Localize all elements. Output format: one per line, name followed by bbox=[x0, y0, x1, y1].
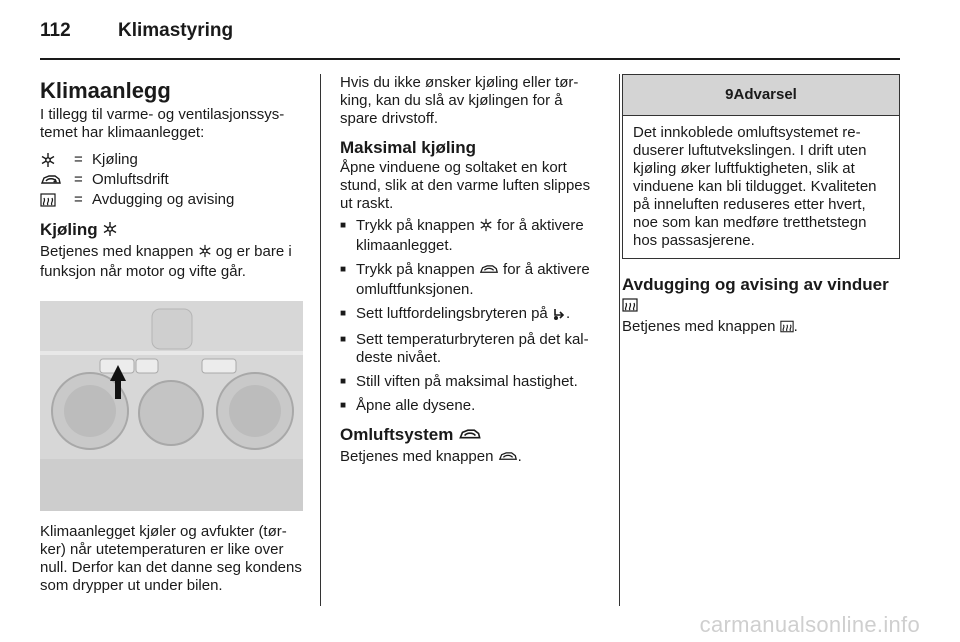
defrost-text: Betjenes med knappen . bbox=[622, 318, 900, 338]
subsection-heading-max-cooling: Maksimal kjøling bbox=[340, 138, 477, 157]
cooling-text: Betjenes med knappen og er bare i funksjon når motor og vifte går. bbox=[40, 243, 292, 280]
snowflake-icon bbox=[102, 221, 118, 242]
legend-row-recirculation bbox=[40, 170, 304, 190]
warning-title: Advarsel bbox=[733, 86, 797, 103]
warning-box bbox=[622, 74, 900, 259]
warning-header bbox=[623, 75, 899, 116]
header-rule bbox=[40, 58, 900, 60]
legend-label: Avdugging og avising bbox=[92, 191, 235, 208]
legend-equals: = bbox=[74, 151, 83, 168]
subsection-heading-cooling: Kjøling bbox=[40, 220, 304, 242]
intro-text: Hvis du ikke ønsker kjøling eller tørking, kan du slå av kjølingen for å spare drivstoff. bbox=[340, 74, 579, 127]
instruction-list bbox=[340, 217, 604, 415]
legend-equals: = bbox=[74, 191, 83, 208]
subsection-heading-defrost: Avdugging og avising av vinduer bbox=[622, 275, 900, 317]
column-divider bbox=[320, 74, 321, 606]
chapter-title: Klimastyring bbox=[118, 20, 234, 41]
air-distribution-icon bbox=[552, 307, 566, 325]
subsection-heading-recirculation: Omluftsystem bbox=[340, 425, 604, 447]
legend-row-cooling bbox=[40, 150, 304, 170]
defrost-icon bbox=[622, 297, 638, 317]
recirculation-icon bbox=[40, 173, 74, 187]
control-panel-photo bbox=[40, 301, 303, 511]
list-item: ■ Åpne alle dysene. bbox=[340, 397, 604, 415]
watermark: carmanualsonline.info bbox=[699, 612, 920, 637]
list-item: ■ Sett luftfordelingsbryteren på . bbox=[340, 305, 604, 325]
snowflake-icon bbox=[40, 152, 74, 168]
defrost-icon bbox=[780, 320, 794, 338]
recirculation-text: Betjenes med knappen . bbox=[340, 448, 604, 468]
list-item: ■ Still viften på maksimal hastighet. bbox=[340, 373, 604, 391]
max-cooling-text: Åpne vinduene og soltaket en kort stund, slik at den varme luften slippes ut raskt. bbox=[340, 159, 591, 212]
legend-label: Kjøling bbox=[92, 151, 138, 168]
recirculation-icon bbox=[479, 263, 499, 281]
snowflake-icon bbox=[198, 244, 212, 263]
legend-equals: = bbox=[74, 171, 83, 188]
section-heading-klimaanlegg: Klimaanlegg bbox=[40, 78, 171, 103]
symbol-legend bbox=[40, 150, 304, 210]
warning-text: Det innkoblede omluftsystemet reduserer luftutvekslingen. I drift uten kjøling øker luftfuktigheten, slik at vinduene kan bli tildugget. Kvaliteten på inneluften reduseres etter hvert, noe som kan medføre tretthetstegn hos passasjerene. bbox=[633, 124, 877, 249]
legend-row-defrost bbox=[40, 190, 304, 210]
intro-text: I tillegg til varme- og ventilasjonssystemet har klimaanlegget: bbox=[40, 106, 285, 141]
warning-symbol: 9 bbox=[725, 86, 734, 103]
after-photo-text: Klimaanlegget kjøler og avfukter (tørker) når utetemperaturen er like over null. Derfor kan det danne seg kondens som drypper ut under bilen. bbox=[40, 523, 302, 594]
column-divider bbox=[619, 74, 620, 606]
page-number: 112 bbox=[40, 20, 71, 41]
list-item: ■ Trykk på knappen for å aktivere klimaanlegget. bbox=[340, 217, 604, 255]
page-header bbox=[40, 14, 900, 62]
legend-label: Omluftsdrift bbox=[92, 171, 169, 188]
snowflake-icon bbox=[479, 218, 493, 237]
list-item: ■ Sett temperaturbryteren på det kaldeste nivået. bbox=[340, 331, 604, 367]
column-right bbox=[622, 74, 900, 338]
column-left bbox=[40, 74, 304, 595]
defrost-icon bbox=[40, 193, 74, 207]
recirculation-icon bbox=[498, 450, 518, 468]
list-item: ■ Trykk på knappen for å aktivere omluftfunksjonen. bbox=[340, 261, 604, 299]
column-middle bbox=[340, 74, 604, 468]
recirculation-icon bbox=[458, 427, 482, 447]
